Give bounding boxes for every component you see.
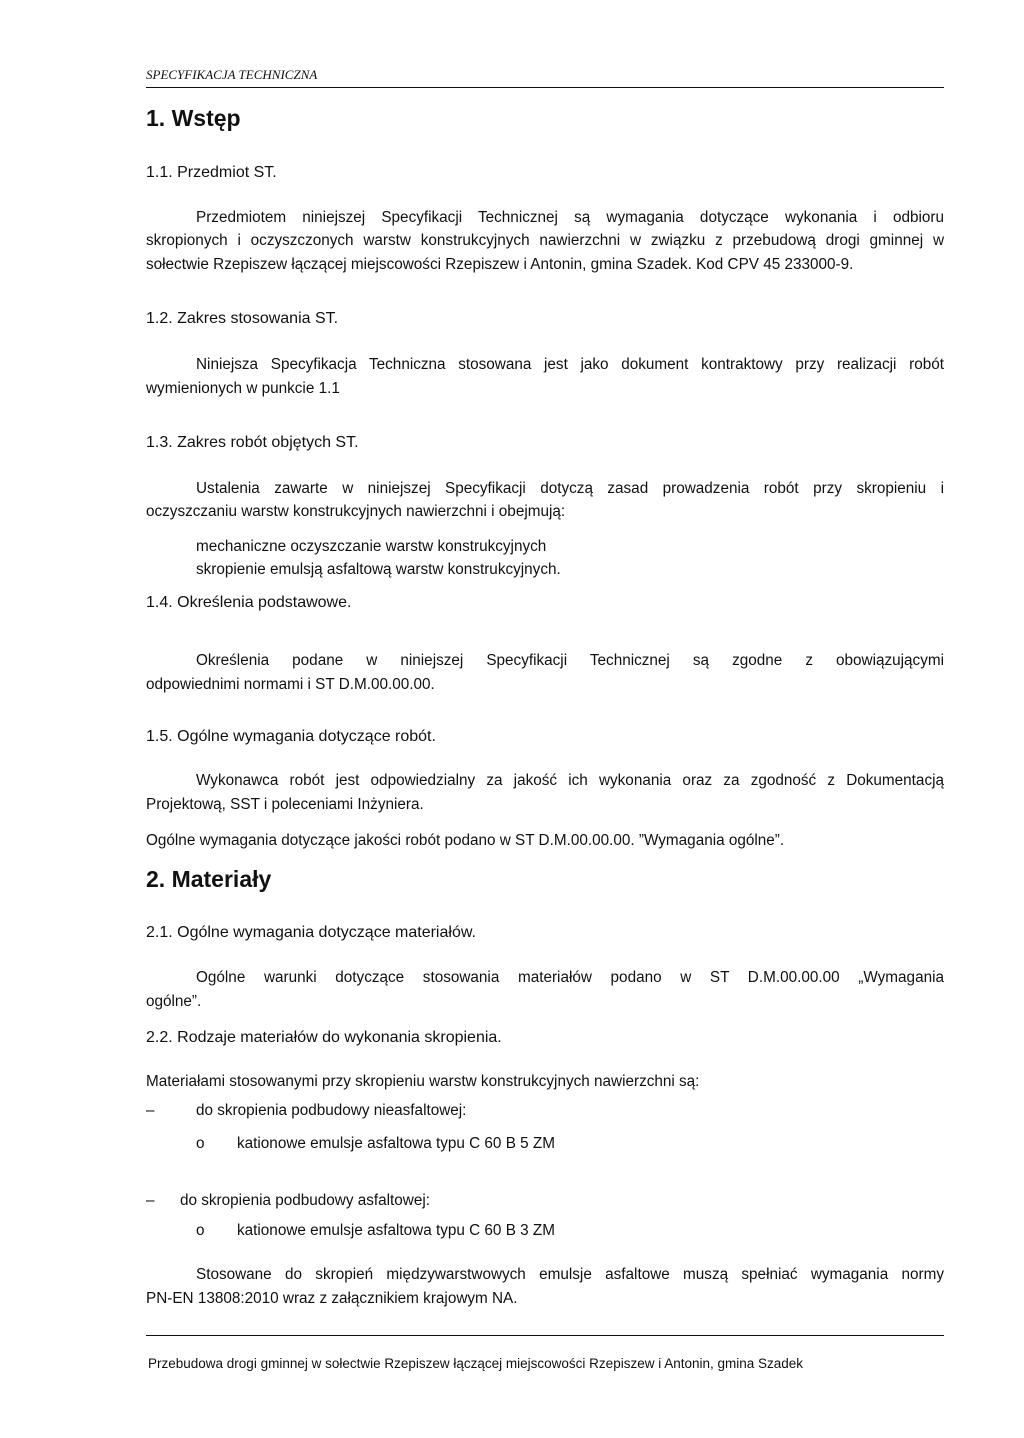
bullet-marker: o [196,1135,205,1152]
section-1-5-line-1: Wykonawca robót jest odpowiedzialny za jakość ich wykonania oraz za zgodność z Dokumentacją [196,772,944,789]
section-1-title: 1. Wstęp [146,105,241,131]
section-1-1-line-1: Przedmiotem niniejszej Specyfikacji Technicznej są wymagania dotyczące wykonania i odbioru [196,209,944,226]
section-1-1-heading: 1.1. Przedmiot ST. [146,164,277,181]
section-1-3-item-1: mechaniczne oczyszczanie warstw konstrukcyjnych [196,538,547,555]
section-1-4-line-1: Określenia podane w niniejszej Specyfikacji Technicznej są zgodne z obowiązującymi [196,652,944,669]
group-2-label: do skropienia podbudowy asfaltowej: [180,1192,431,1209]
section-2-2-heading: 2.2. Rodzaje materiałów do wykonania skropienia. [146,1029,502,1046]
section-1-4-line-2: odpowiednimi normami i ST D.M.00.00.00. [146,676,435,693]
section-2-1-line-2: ogólne”. [146,993,202,1010]
dash-marker: – [146,1192,155,1209]
norm-line-1: Stosowane do skropień międzywarstwowych emulsje asfaltowe muszą spełniać wymagania normy [196,1266,944,1283]
section-1-5-line-2: Projektową, SST i poleceniami Inżyniera. [146,796,424,813]
running-header: SPECYFIKACJA TECHNICZNA [146,67,318,82]
section-1-3-heading: 1.3. Zakres robót objętych ST. [146,434,359,451]
page-footer: Przebudowa drogi gminnej w sołectwie Rzepiszew łączącej miejscowości Rzepiszew i Antonin, gmina Szadek [148,1356,804,1371]
section-1-3-line-1: Ustalenia zawarte w niniejszej Specyfikacji dotyczą zasad prowadzenia robót przy skropieniu i [196,480,944,497]
norm-line-2: PN-EN 13808:2010 wraz z załącznikiem krajowym NA. [146,1290,518,1307]
bullet-marker: o [196,1222,205,1239]
section-1-2-line-1: Niniejsza Specyfikacja Techniczna stosowana jest jako dokument kontraktowy przy realizacji robót [196,356,944,373]
section-1-5-heading: 1.5. Ogólne wymagania dotyczące robót. [146,728,436,745]
section-2-1-heading: 2.1. Ogólne wymagania dotyczące materiałów. [146,924,476,941]
group-2-item: kationowe emulsje asfaltowa typu C 60 B 3 ZM [237,1222,555,1239]
footer-rule [146,1335,944,1336]
section-2-title: 2. Materiały [146,866,272,892]
section-1-2-heading: 1.2. Zakres stosowania ST. [146,310,339,327]
section-2-2-intro: Materiałami stosowanymi przy skropieniu warstw konstrukcyjnych nawierzchni są: [146,1073,700,1090]
header-rule [146,87,944,88]
section-1-5-line-3: Ogólne wymagania dotyczące jakości robót podano w ST D.M.00.00.00. ”Wymagania ogólne”. [146,832,785,849]
section-2-1-line-1: Ogólne warunki dotyczące stosowania materiałów podano w ST D.M.00.00.00 „Wymagania [196,969,944,986]
group-1-item: kationowe emulsje asfaltowa typu C 60 B 5 ZM [237,1135,555,1152]
section-1-2-line-2: wymienionych w punkcie 1.1 [146,380,340,397]
dash-marker: – [146,1102,155,1119]
section-1-1-line-3: sołectwie Rzepiszew łączącej miejscowości Rzepiszew i Antonin, gmina Szadek. Kod CPV 45 233000-9. [146,256,854,273]
section-1-3-item-2: skropienie emulsją asfaltową warstw konstrukcyjnych. [196,561,561,578]
section-1-4-heading: 1.4. Określenia podstawowe. [146,594,352,611]
section-1-3-line-2: oczyszczaniu warstw konstrukcyjnych nawierzchni i obejmują: [146,503,566,520]
group-1-label: do skropienia podbudowy nieasfaltowej: [196,1102,467,1119]
section-1-1-line-2: skropionych i oczyszczonych warstw konstrukcyjnych nawierzchni w związku z przebudową drogi gminnej w [146,232,944,249]
